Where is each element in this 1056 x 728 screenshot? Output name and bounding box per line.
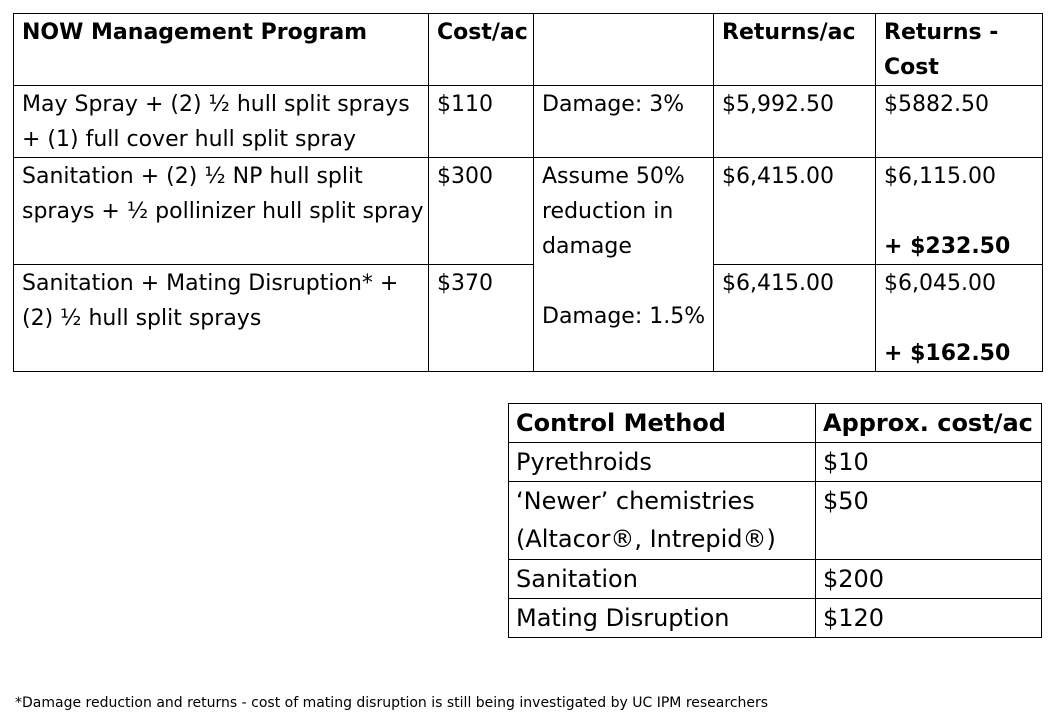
- cost-cell: $50: [816, 482, 1042, 560]
- table-row: [509, 560, 1042, 599]
- header-program: NOW Management Program: [14, 14, 429, 86]
- header-cost: Cost/ac: [429, 14, 534, 86]
- control-header-row: [509, 404, 1042, 443]
- table-row: [509, 443, 1042, 482]
- returns-cell: $6,415.00: [714, 158, 876, 265]
- net-cell: [876, 158, 1043, 265]
- table-row: [14, 265, 1043, 372]
- damage-value: Damage: 1.5%: [542, 304, 706, 329]
- table-row: [14, 86, 1043, 158]
- control-method-table: [508, 403, 1042, 638]
- table-row: [509, 482, 1042, 560]
- method-cell: ‘Newer’ chemistries (Altacor®, Intrepid®): [509, 482, 816, 560]
- returns-cell: $6,415.00: [714, 265, 876, 372]
- method-cell: Mating Disruption: [509, 599, 816, 638]
- table-header-row: [14, 14, 1043, 86]
- cost-cell: $200: [816, 560, 1042, 599]
- method-cell: Sanitation: [509, 560, 816, 599]
- header-net: Returns - Cost: [876, 14, 1043, 86]
- net-value: $6,045.00: [884, 271, 996, 296]
- header-approx-cost: Approx. cost/ac: [816, 404, 1042, 443]
- returns-cell: $5,992.50: [714, 86, 876, 158]
- damage-assumption: Assume 50% reduction in damage: [542, 164, 685, 259]
- footnote: *Damage reduction and returns - cost of mating disruption is still being investigated by UC IPM researchers: [15, 695, 769, 711]
- cost-cell: $10: [816, 443, 1042, 482]
- header-returns: Returns/ac: [714, 14, 876, 86]
- cost-cell: $120: [816, 599, 1042, 638]
- cost-cell: $110: [429, 86, 534, 158]
- header-control-method: Control Method: [509, 404, 816, 443]
- header-damage: [534, 14, 714, 86]
- net-cell: [876, 265, 1043, 372]
- net-adjustment: + $162.50: [884, 341, 1011, 366]
- now-management-table: [13, 13, 1043, 372]
- net-value: $5882.50: [884, 92, 989, 117]
- cost-cell: $300: [429, 158, 534, 265]
- program-cell: Sanitation + Mating Disruption* + (2) ½ hull split sprays: [14, 265, 429, 372]
- net-adjustment: + $232.50: [884, 234, 1011, 259]
- table-row: [14, 158, 1043, 265]
- program-cell: May Spray + (2) ½ hull split sprays + (1) full cover hull split spray: [14, 86, 429, 158]
- cost-cell: $370: [429, 265, 534, 372]
- net-cell: [876, 86, 1043, 158]
- method-cell: Pyrethroids: [509, 443, 816, 482]
- program-cell: Sanitation + (2) ½ NP hull split sprays + ½ pollinizer hull split spray: [14, 158, 429, 265]
- net-value: $6,115.00: [884, 164, 996, 189]
- damage-cell: Damage: 3%: [534, 86, 714, 158]
- table-row: [509, 599, 1042, 638]
- damage-cell: [534, 158, 714, 372]
